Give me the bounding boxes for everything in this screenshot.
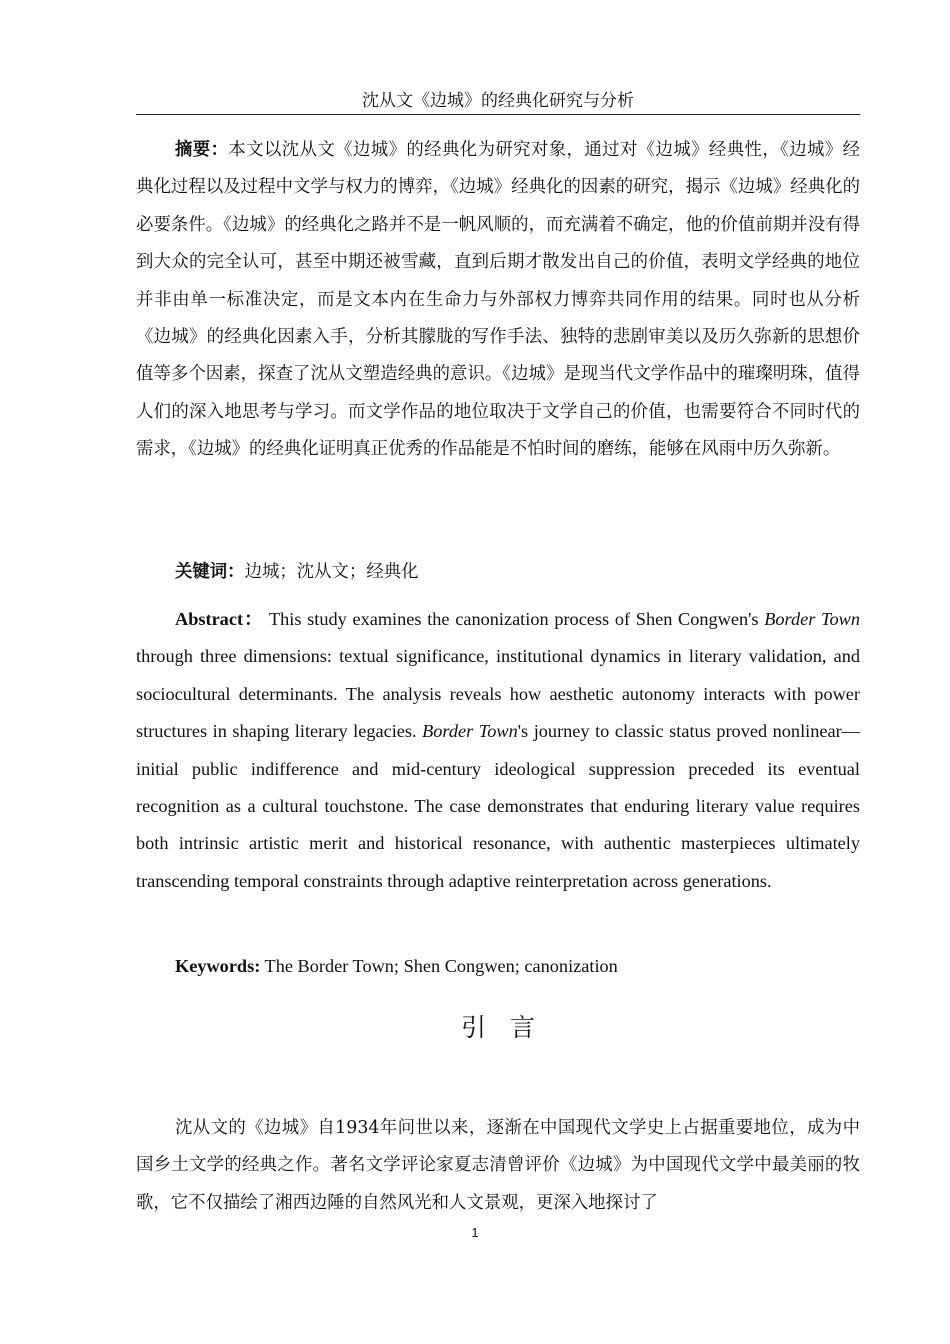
abstract-en-label: Abstract： xyxy=(175,609,264,629)
introduction-paragraph: 沈从文的《边城》自1934年问世以来，逐渐在中国现代文学史上占据重要地位，成为中国乡土文学的经典之作。著名文学评论家夏志清曾评价《边城》为中国现代文学中最美丽的牧歌，它不仅描绘了湘西边陲的自然风光和人文景观，更深入地探讨了 xyxy=(136,1118,860,1213)
keywords-en xyxy=(175,948,618,984)
keywords-en-label: Keywords: xyxy=(175,956,261,976)
running-header: 沈从文《边城》的经典化研究与分析 xyxy=(136,90,860,115)
abstract-zh xyxy=(136,132,860,469)
keywords-zh-text: 边城；沈从文；经典化 xyxy=(244,562,419,582)
page-number: 1 xyxy=(471,1225,479,1240)
keywords-zh xyxy=(175,554,419,590)
abstract-en-italic2: Border Town xyxy=(422,721,518,742)
abstract-en-italic1: Border Town xyxy=(764,609,860,629)
abstract-en-part1: This study examines the canonization process of Shen Congwen's xyxy=(263,609,765,629)
abstract-en-part2: through three dimensions: textual significance, institutional dynamics in literary validation, and sociocultural determinants. The analysis reveals how aesthetic autonomy interacts with power structures in shaping literary legacies. xyxy=(136,646,860,742)
abstract-zh-label: 摘要： xyxy=(175,140,229,160)
keywords-zh-label: 关键词： xyxy=(175,562,245,582)
abstract-en-part3: 's journey to classic status proved nonlinear—initial public indifference and mid-century ideological suppression preceded its eventual recognition as a cultural touchstone. The case demonstrates that enduring literary value requires both intrinsic artistic merit and historical resonance, with authentic masterpieces ultimately transcending temporal constraints through adaptive reinterpretation across generations. xyxy=(136,721,860,891)
keywords-en-text: The Border Town; Shen Congwen; canonization xyxy=(260,956,618,976)
abstract-en xyxy=(136,601,860,900)
abstract-zh-text: 本文以沈从文《边城》的经典化为研究对象，通过对《边城》经典性，《边城》经典化过程以及过程中文学与权力的博弈，《边城》经典化的因素的研究，揭示《边城》经典化的必要条件。《边城》的经典化之路并不是一帆风顺的，而充满着不确定，他的价值前期并没有得到大众的完全认可，甚至中期还被雪藏，直到后期才散发出自己的价值，表明文学经典的地位并非由单一标准决定，而是文本内在生命力与外部权力博弈共同作用的结果。同时也从分析《边城》的经典化因素入手，分析其朦胧的写作手法、独特的悲剧审美以及历久弥新的思想价值等多个因素，探查了沈从文塑造经典的意识。《边城》是现当代文学作品中的璀璨明珠，值得人们的深入地思考与学习。而文学作品的地位取决于文学自己的价值，也需要符合不同时代的需求，《边城》的经典化证明真正优秀的作品能是不怕时间的磨练，能够在风雨中历久弥新。 xyxy=(136,140,860,460)
section-title-introduction: 引言 xyxy=(460,1013,559,1042)
